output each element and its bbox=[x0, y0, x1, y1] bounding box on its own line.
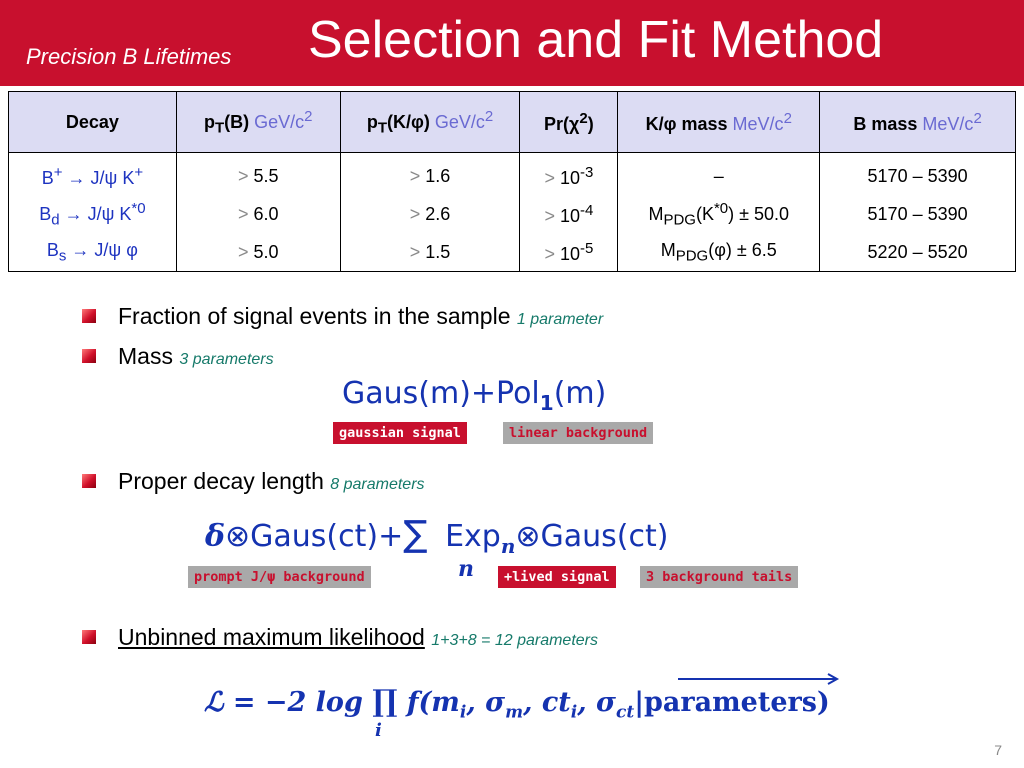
bullet-mass: Mass 3 parameters bbox=[118, 343, 274, 369]
vector-arrow-icon bbox=[676, 672, 842, 686]
b-mass-cell: 5170 – 5390 bbox=[820, 195, 1016, 233]
column-header-k-mass: K/φ mass MeV/$c^2$ bbox=[618, 92, 820, 153]
pt-b-cell: > 6.0 bbox=[176, 195, 340, 233]
decay-cell: $B_d \to J/\psi$ $K^{*0}$ bbox=[9, 195, 177, 233]
tag-prompt-background: prompt J/ψ background bbox=[188, 566, 371, 588]
parameters-vector: parameters bbox=[644, 687, 817, 718]
sum-index: n bbox=[458, 556, 474, 582]
table-row bbox=[9, 195, 1016, 233]
parameter-note: 8 parameters bbox=[330, 476, 425, 493]
k-mass-cell: – bbox=[618, 153, 820, 196]
prob-cell: > $10^{-5}$ bbox=[520, 233, 618, 272]
k-mass-cell: $M_{PDG}(\varphi) \pm 6.5$ bbox=[618, 233, 820, 272]
bullet-decay-length: Proper decay length 8 parameters bbox=[118, 468, 425, 494]
b-mass-cell: 5170 – 5390 bbox=[820, 153, 1016, 196]
pt-k-cell: > 1.6 bbox=[340, 153, 520, 196]
pt-b-cell: > 5.0 bbox=[176, 233, 340, 272]
column-header-prob: $Pr(\chi^2)$ bbox=[520, 92, 618, 153]
pt-k-cell: > 2.6 bbox=[340, 195, 520, 233]
tag-linear-background: linear background bbox=[503, 422, 653, 444]
product-index: i bbox=[375, 720, 382, 741]
bullet-signal-fraction: Fraction of signal events in the sample 1 parameter bbox=[118, 303, 604, 329]
bullet-icon bbox=[82, 474, 96, 488]
column-header-pt-b: $p_T(B)$ GeV/$c^2$ bbox=[176, 92, 340, 153]
column-header-decay: Decay bbox=[9, 92, 177, 153]
decay-cell: B+ → J/ψ K+ bbox=[9, 153, 177, 196]
column-header-b-mass: B mass MeV/$c^2$ bbox=[820, 92, 1016, 153]
mass-formula: Gaus(m)+Pol$_1$(m) bbox=[342, 376, 607, 415]
page-number: 7 bbox=[994, 742, 1002, 758]
bullet-likelihood: Unbinned maximum likelihood 1+3+8 = 12 parameters bbox=[118, 624, 598, 650]
tag-background-tails: 3 background tails bbox=[640, 566, 798, 588]
prob-cell: > $10^{-4}$ bbox=[520, 195, 618, 233]
parameter-note: 1 parameter bbox=[516, 311, 604, 328]
tag-gaussian-signal: gaussian signal bbox=[333, 422, 467, 444]
presentation-subtitle: Precision B Lifetimes bbox=[26, 44, 232, 69]
decay-cell: $B_s \to J/\psi$ φ bbox=[9, 233, 177, 272]
tag-lived-signal: +lived signal bbox=[498, 566, 616, 588]
k-mass-cell: $M_{PDG}(K^{*0}) \pm 50.0$ bbox=[618, 195, 820, 233]
bullet-icon bbox=[82, 349, 96, 363]
pt-b-cell: > 5.5 bbox=[176, 153, 340, 196]
selection-table bbox=[8, 91, 1016, 272]
column-header-pt-k: $p_T(K/\varphi)$ GeV/$c^2$ bbox=[340, 92, 520, 153]
bullet-icon bbox=[82, 630, 96, 644]
likelihood-formula: ℒ = −2 log ∏ $f(m_i$, $\sigma_m$, $ct_i$, $\sigma_{ct}|parameters$) bbox=[204, 684, 830, 723]
table-row bbox=[9, 153, 1016, 196]
bullet-icon bbox=[82, 309, 96, 323]
table-header-row bbox=[9, 92, 1016, 153]
b-mass-cell: 5220 – 5520 bbox=[820, 233, 1016, 272]
parameter-note: 1+3+8 = 12 parameters bbox=[431, 632, 598, 649]
parameter-note: 3 parameters bbox=[179, 351, 274, 368]
table-row bbox=[9, 233, 1016, 272]
pt-k-cell: > 1.5 bbox=[340, 233, 520, 272]
prob-cell: > $10^{-3}$ bbox=[520, 153, 618, 196]
slide-title: Selection and Fit Method bbox=[308, 11, 884, 69]
ct-formula: δ⊗Gaus(ct)+∑ Exp$_n$⊗Gaus(ct) bbox=[205, 514, 669, 558]
